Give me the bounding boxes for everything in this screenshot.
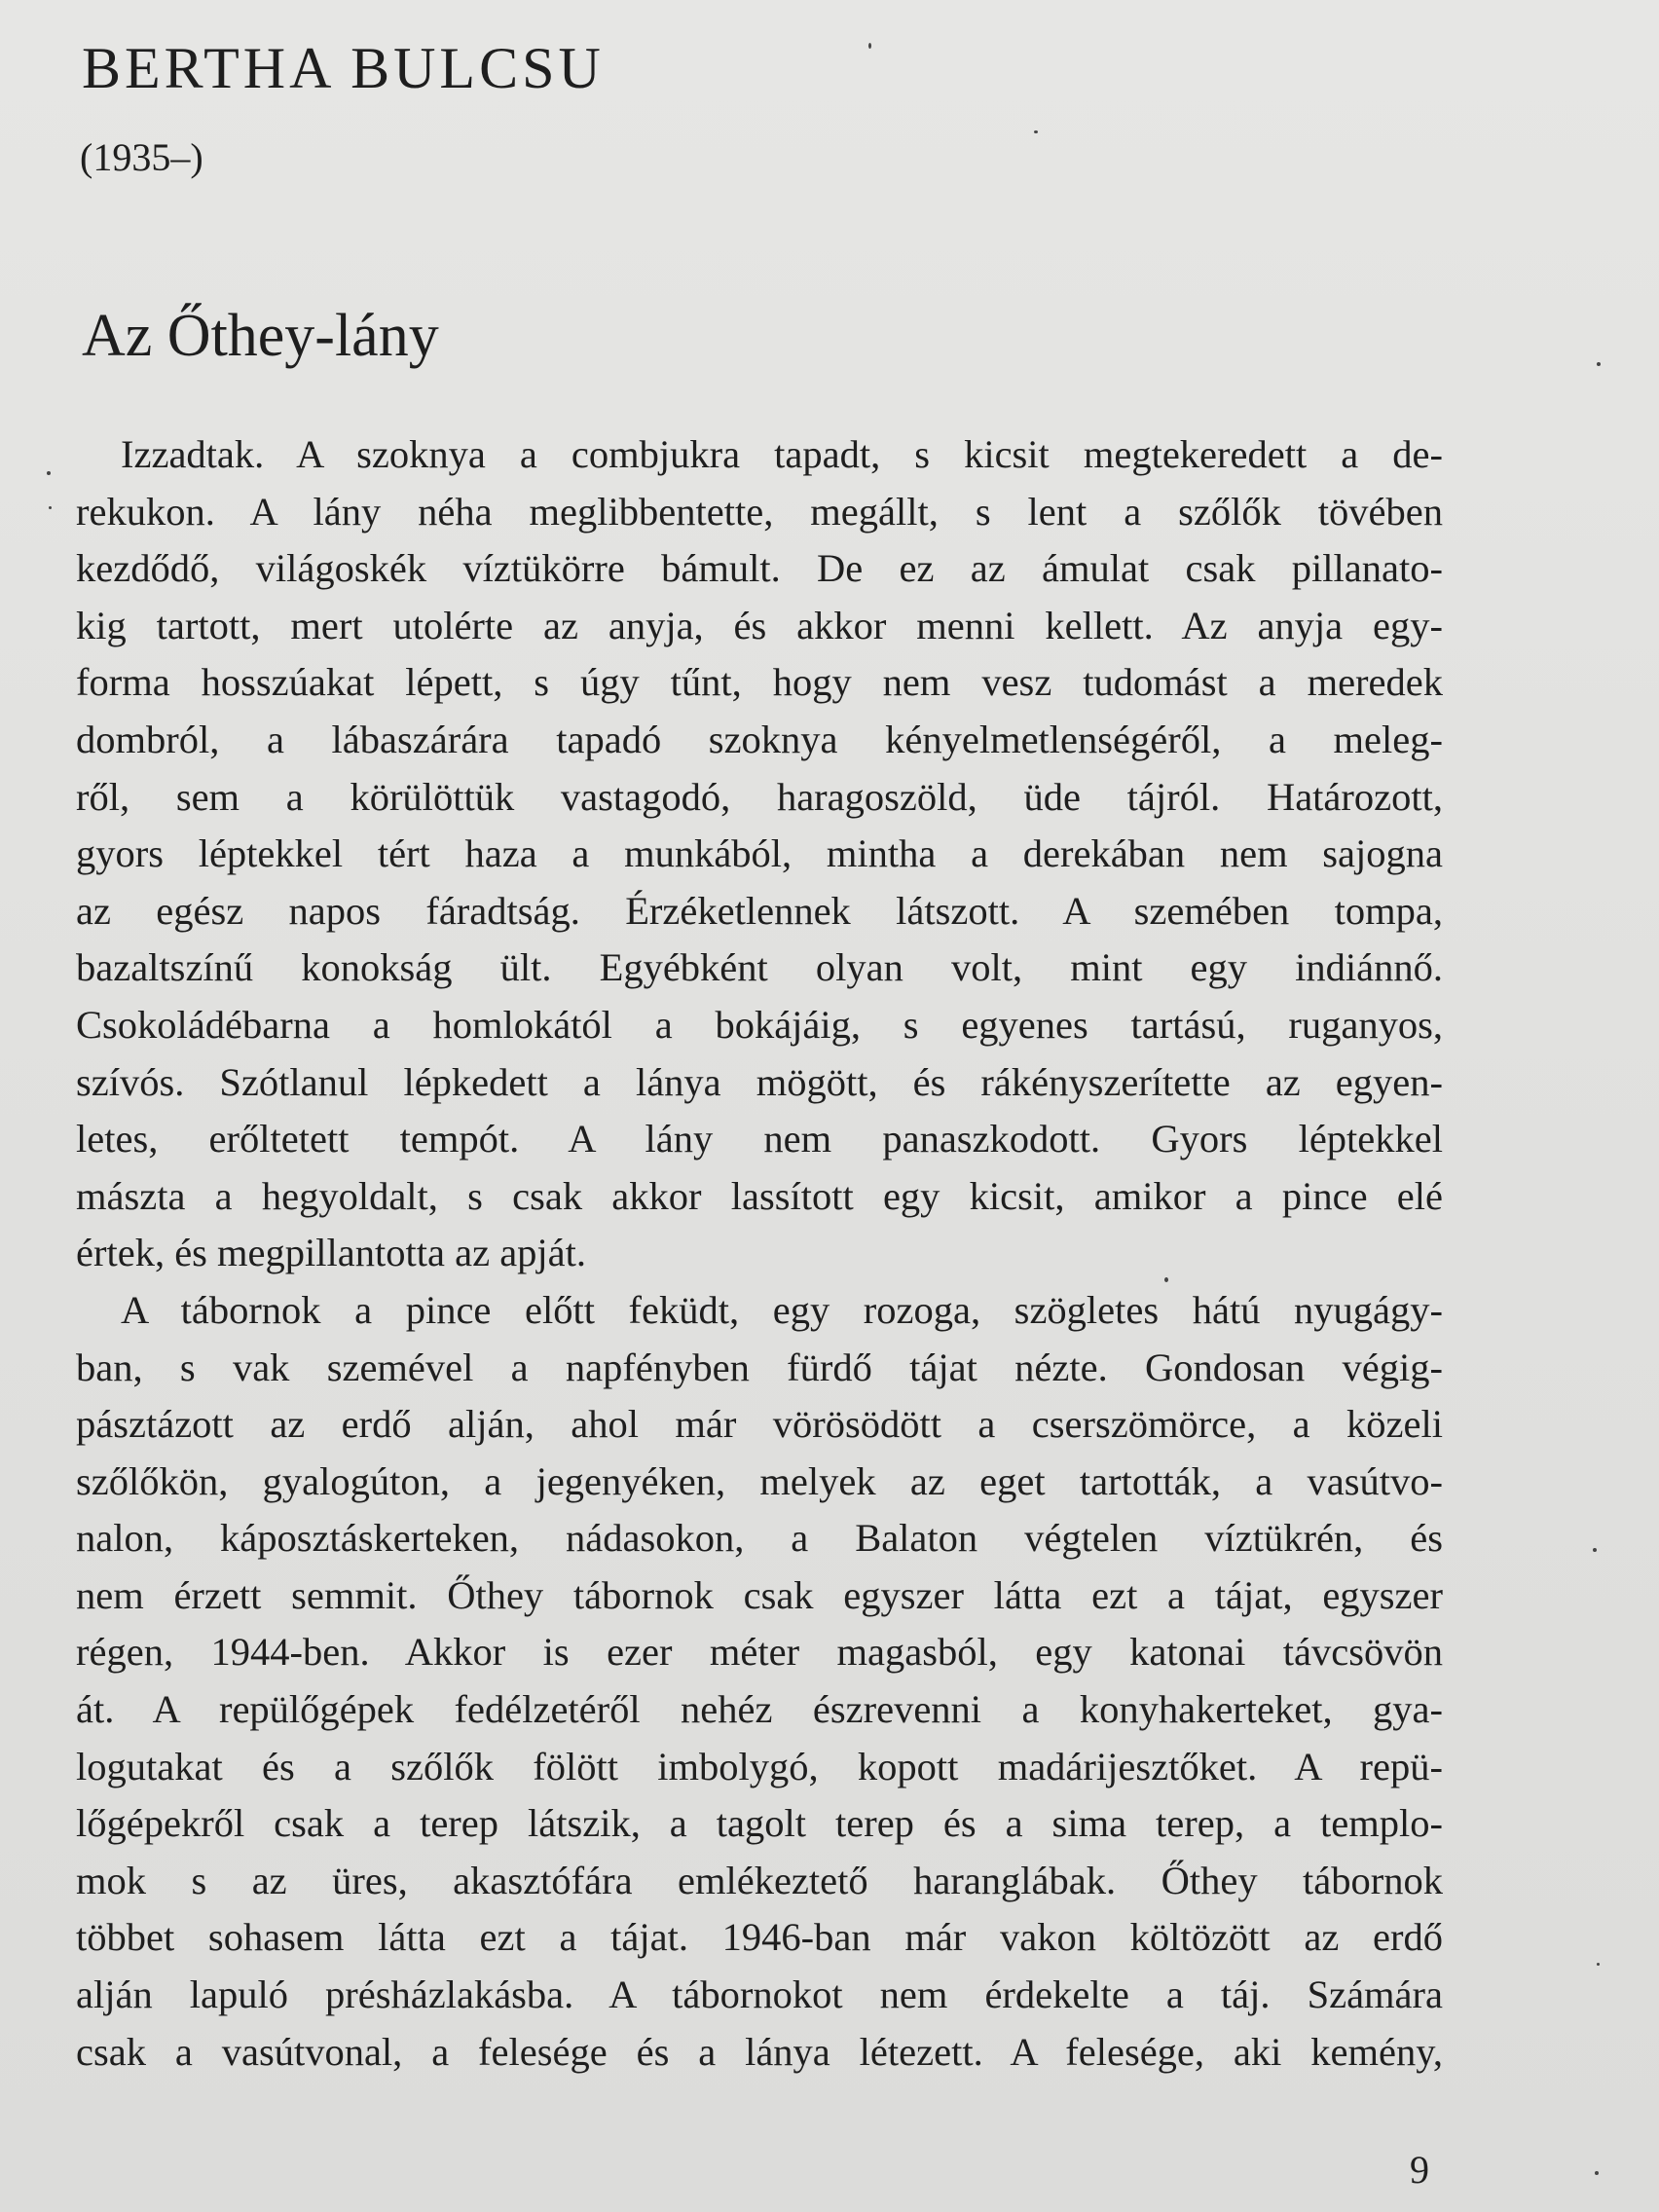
scan-speck: [1597, 1963, 1600, 1966]
text-line: lőgépekről csak a terep látszik, a tagolt terep és a sima terep, a templo-: [76, 1801, 1443, 1846]
story-title: Az Őthey-lány: [82, 303, 439, 369]
text-line: kig tartott, mert utolérte az anyja, és akkor menni kellett. Az anyja egy-: [76, 603, 1443, 647]
scan-speck: [1593, 1548, 1597, 1552]
text-line: rekukon. A lány néha meglibbentette, megállt, s lent a szőlők tövében: [76, 489, 1443, 534]
story-body: [76, 426, 1443, 2081]
text-line: át. A repülőgépek fedélzetéről nehéz észrevenni a konyhakerteket, gya-: [76, 1687, 1443, 1732]
text-line: pásztázott az erdő alján, ahol már vörösödött a cserszömörce, a közeli: [76, 1402, 1443, 1447]
text-line: többet sohasem látta ezt a tájat. 1946-ban már vakon költözött az erdő: [76, 1915, 1443, 1960]
scan-speck: [1164, 1277, 1168, 1282]
text-line: nalon, káposztáskerteken, nádasokon, a Balaton végtelen víztükrén, és: [76, 1516, 1443, 1561]
text-line: alján lapuló présházlakásba. A tábornokot nem érdekelte a táj. Számára: [76, 1972, 1443, 2017]
scan-speck: [1034, 130, 1038, 133]
paragraph-2: [76, 1282, 1443, 2081]
text-line: mok s az üres, akasztófára emlékeztető haranglábak. Őthey tábornok: [76, 1858, 1443, 1902]
scan-speck: [868, 43, 871, 49]
text-line: nem érzett semmit. Őthey tábornok csak egyszer látta ezt a tájat, egyszer: [76, 1572, 1443, 1617]
text-line: Csokoládébarna a homlokától a bokájáig, s egyenes tartású, ruganyos,: [76, 1002, 1443, 1047]
author-name: BERTHA BULCSU: [82, 36, 605, 100]
text-line: az egész napos fáradtság. Érzéketlennek látszott. A szemében tompa,: [76, 888, 1443, 933]
text-line: bazaltszínű konokság ült. Egyébként olyan volt, mint egy indiánnő.: [76, 945, 1443, 990]
text-line: régen, 1944-ben. Akkor is ezer méter magasból, egy katonai távcsövön: [76, 1630, 1443, 1675]
text-line: szőlőkön, gyalogúton, a jegenyéken, melyek az eget tartották, a vasútvo-: [76, 1458, 1443, 1503]
text-line: letes, erőltetett tempót. A lány nem panaszkodott. Gyors léptekkel: [76, 1117, 1443, 1161]
text-line: ban, s vak szemével a napfényben fürdő tájat nézte. Gondosan végig-: [76, 1345, 1443, 1389]
scan-speck: [1597, 362, 1601, 366]
page-number: 9: [1410, 2148, 1429, 2192]
text-line: Izzadtak. A szoknya a combjukra tapadt, s kicsit megtekeredett a de-: [121, 432, 1443, 476]
scan-speck: [49, 506, 52, 509]
scan-speck: [1595, 2171, 1599, 2175]
text-line: gyors léptekkel tért haza a munkából, mintha a derekában nem sajogna: [76, 831, 1443, 876]
text-line: szívós. Szótlanul lépkedett a lánya mögött, és rákényszerítette az egyen-: [76, 1059, 1443, 1104]
text-line: csak a vasútvonal, a felesége és a lánya létezett. A felesége, aki kemény,: [76, 2029, 1443, 2074]
text-line: forma hosszúakat lépett, s úgy tűnt, hogy nem vesz tudomást a meredek: [76, 660, 1443, 705]
text-line: mászta a hegyoldalt, s csak akkor lassított egy kicsit, amikor a pince elé: [76, 1173, 1443, 1218]
author-dates: (1935–): [80, 135, 203, 179]
scan-speck: [47, 471, 51, 475]
text-line: ről, sem a körülöttük vastagodó, haragoszöld, üde tájról. Határozott,: [76, 774, 1443, 819]
text-line: kezdődő, világoskék víztükörre bámult. De ez az ámulat csak pillanato-: [76, 546, 1443, 591]
text-line: dombról, a lábaszárára tapadó szoknya kényelmetlenségéről, a meleg-: [76, 717, 1443, 761]
text-line: értek, és megpillantotta az apját.: [76, 1231, 587, 1275]
text-line: A tábornok a pince előtt feküdt, egy rozoga, szögletes hátú nyugágy-: [121, 1287, 1443, 1332]
paragraph-1: [76, 426, 1443, 1282]
text-line: logutakat és a szőlők fölött imbolygó, kopott madárijesztőket. A repü-: [76, 1744, 1443, 1788]
